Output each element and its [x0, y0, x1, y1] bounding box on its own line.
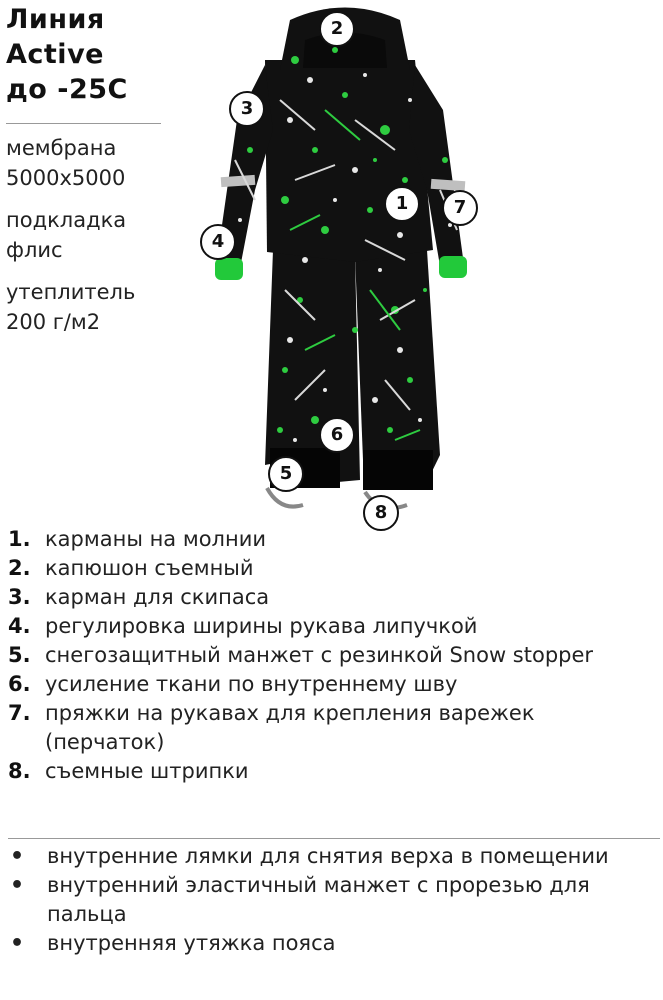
spec-value: 5000х5000 — [6, 166, 126, 190]
feature-number: 6. — [8, 672, 31, 696]
spec-label: утеплитель — [6, 280, 136, 304]
callout-6: 6 — [319, 417, 355, 453]
feature-text: регулировка ширины рукава липучкой — [45, 614, 478, 638]
feature-number: 3. — [8, 585, 31, 609]
bullet-text: внутренние лямки для снятия верха в помещении — [47, 844, 609, 868]
callout-3: 3 — [229, 91, 265, 127]
feature-item — [8, 641, 658, 670]
feature-number: 7. — [8, 701, 31, 725]
product-image — [195, 0, 495, 530]
bullet-text: внутренняя утяжка пояса — [47, 931, 336, 955]
product-line-title — [6, 2, 166, 107]
spec-label: подкладка — [6, 208, 127, 232]
feature-text: карман для скипаса — [45, 585, 270, 609]
feature-text: капюшон съемный — [45, 556, 254, 580]
title-line-2: Active — [6, 39, 104, 70]
callout-8: 8 — [363, 495, 399, 531]
title-divider — [6, 123, 161, 124]
feature-item — [8, 525, 658, 554]
feature-text: карманы на молнии — [45, 527, 266, 551]
feature-text: снегозащитный манжет с резинкой Snow stopper — [45, 643, 594, 667]
feature-item — [8, 612, 658, 641]
extra-features-list — [8, 842, 658, 958]
feature-number: 1. — [8, 527, 31, 551]
features-list — [8, 525, 658, 786]
bullet-item — [8, 871, 658, 929]
title-line-3: до -25С — [6, 74, 128, 105]
feature-item — [8, 757, 658, 786]
feature-number: 2. — [8, 556, 31, 580]
feature-number: 8. — [8, 759, 31, 783]
callout-5: 5 — [268, 456, 304, 492]
bullet-item — [8, 842, 658, 871]
title-line-1: Линия — [6, 4, 105, 35]
bullet-text: внутренний эластичный манжет с прорезью для пальца — [47, 873, 590, 926]
spec-label: мембрана — [6, 136, 117, 160]
callout-4: 4 — [200, 224, 236, 260]
bullet-mark: • — [10, 844, 25, 869]
spec-membrane — [6, 133, 125, 193]
feature-number: 5. — [8, 643, 31, 667]
bullet-item — [8, 929, 658, 958]
spec-value: 200 г/м2 — [6, 310, 101, 334]
bullet-mark: • — [10, 873, 25, 898]
callout-1: 1 — [384, 186, 420, 222]
feature-item — [8, 699, 658, 757]
spec-lining — [6, 205, 126, 265]
bullet-mark: • — [10, 931, 25, 956]
feature-text: съемные штрипки — [45, 759, 249, 783]
feature-item — [8, 583, 658, 612]
feature-text: пряжки на рукавах для крепления варежек (перчаток) — [45, 701, 535, 754]
spec-insulation — [6, 277, 135, 337]
feature-item — [8, 670, 658, 699]
feature-item — [8, 554, 658, 583]
spec-value: флис — [6, 238, 63, 262]
feature-number: 4. — [8, 614, 31, 638]
feature-text: усиление ткани по внутреннему шву — [45, 672, 458, 696]
callout-7: 7 — [442, 190, 478, 226]
list-divider — [8, 838, 660, 839]
callout-2: 2 — [319, 11, 355, 47]
